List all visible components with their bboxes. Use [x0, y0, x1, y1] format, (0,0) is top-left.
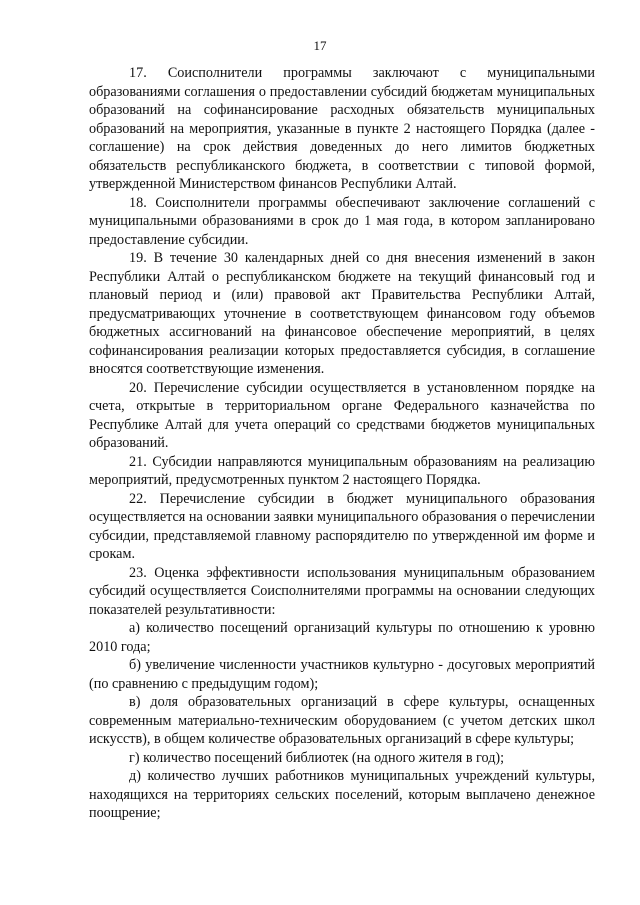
page-number: 17 — [313, 38, 327, 53]
list-item-g: г) количество посещений библиотек (на одного жителя в год); — [129, 749, 505, 766]
paragraph-23: 23. Оценка эффективности использования муниципальным образованием субсидий осуществляется Соисполнителями программы на основании следующих показателей результативности: — [89, 564, 595, 618]
paragraph-18: 18. Соисполнители программы обеспечивают заключение соглашений с муниципальными образованиями в срок до 1 мая года, в котором запланировано предоставление субсидии. — [89, 194, 595, 248]
list-item-d: д) количество лучших работников муниципальных учреждений культуры, находящихся на территориях сельских поселений, которым выплачено денежное поощрение; — [89, 768, 595, 821]
list-item-a: а) количество посещений организаций культуры по отношению к уровню 2010 года; — [89, 620, 595, 655]
paragraph-20: 20. Перечисление субсидии осуществляется в установленном порядке на счета, открытые в территориальном органе Федерального казначейства по Республике Алтай для учета операций со средствами бюджетов муниципальных образований. — [89, 379, 595, 451]
paragraph-21: 21. Субсидии направляются муниципальным образованиям на реализацию мероприятий, предусмотренных пунктом 2 настоящего Порядка. — [89, 453, 595, 488]
list-item-v: в) доля образовательных организаций в сфере культуры, оснащенных современным материально-техническим оборудованием (с учетом детских школ искусств), в общем количестве образовательных организаций в сфере культуры; — [89, 694, 595, 747]
paragraph-22: 22. Перечисление субсидии в бюджет муниципального образования осуществляется на основании заявки муниципального образования о перечислении субсидии, представляемой главному распорядителю по утвержденной им форме и срокам. — [89, 490, 595, 562]
paragraph-19: 19. В течение 30 календарных дней со дня внесения изменений в закон Республики Алтай о республиканском бюджете на текущий финансовый год и плановый период и (или) правовой акт Правительства Республики Алтай, предусматривающих уточнение в соответствующем финансовом году объемов бюджетных ассигнований на финансовое обеспечение мероприятий, в целях софинансирования реализации которых предоставляется субсидия, в соглашение вносятся соответствующие изменения. — [89, 250, 595, 377]
document-body — [89, 64, 595, 823]
paragraph-17: 17. Соисполнители программы заключают с муниципальными образованиями соглашения о предоставлении субсидий бюджетам муниципальных образований на софинансирование расходных обязательств муниципальных образований на мероприятия, указанные в пункте 2 настоящего Порядка (далее - соглашение) на срок действия доведенных до него лимитов бюджетных обязательств республиканского бюджета, в соответствии с типовой формой, утвержденной Министерством финансов Республики Алтай. — [89, 65, 595, 192]
list-item-b: б) увеличение численности участников культурно - досуговых мероприятий (по сравнению с предыдущим годом); — [89, 657, 595, 692]
